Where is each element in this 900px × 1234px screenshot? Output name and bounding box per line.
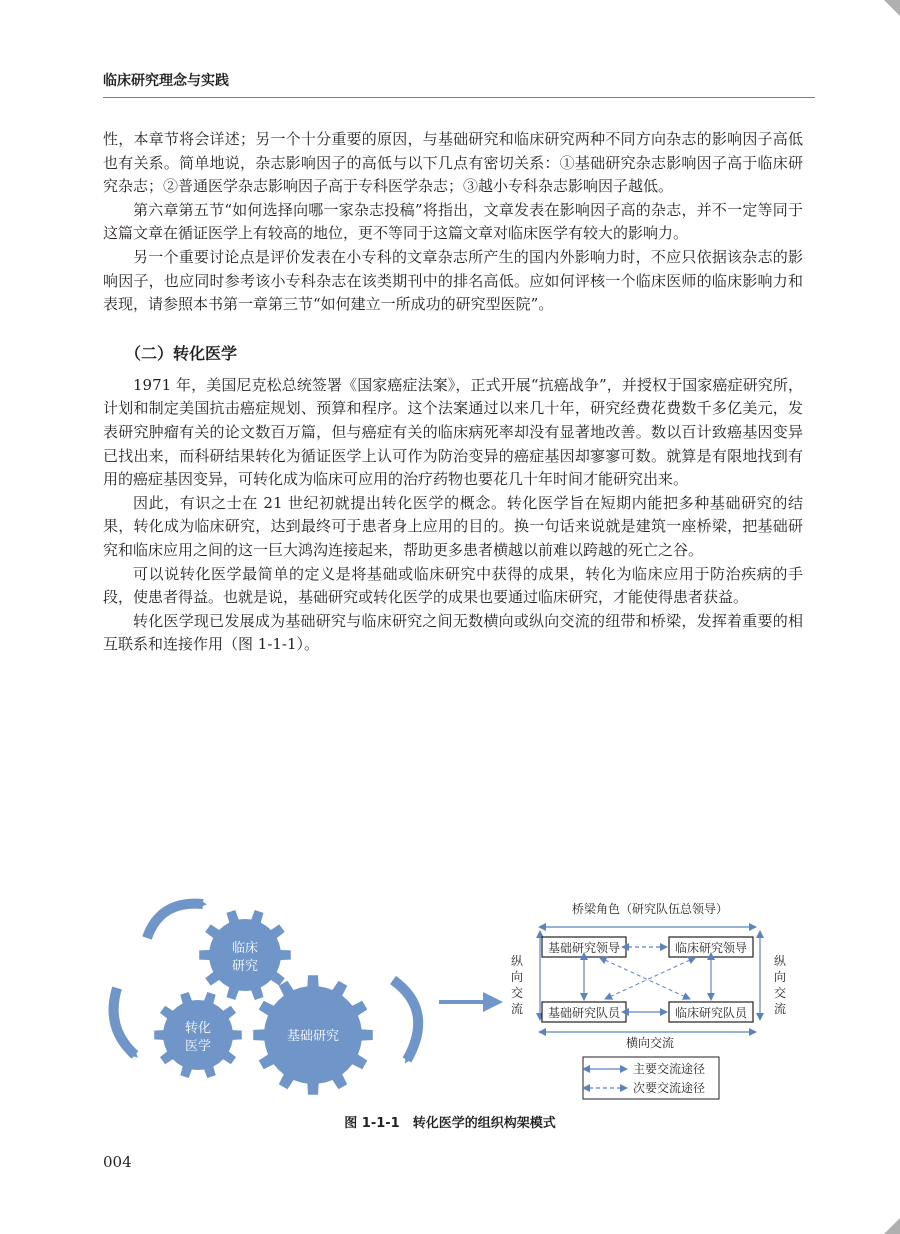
page-corner-mark-bottom [884, 1218, 900, 1234]
legend [583, 1057, 719, 1099]
figure-caption: 图 1-1-1 转化医学的组织构架模式 [344, 1116, 556, 1131]
paragraph: 因此，有识之士在 21 世纪初就提出转化医学的概念。转化医学旨在短期内能把多种基础研究的结果，转化成为临床研究，达到最终可于患者身上应用的目的。换一句话来说就是建筑一座桥梁，把基础研究和临床应用之间的这一巨大鸿沟连接起来，帮助更多患者横越以前难以跨越的死亡之谷。 [103, 493, 803, 559]
box-clinical-team [669, 1002, 753, 1022]
page-number: 004 [103, 1153, 132, 1171]
running-head-title: 临床研究理念与实践 [103, 73, 229, 89]
box-clinical-lead [669, 937, 753, 957]
gear-basic-label: 基础研究 [286, 1029, 340, 1044]
org-left-label-2: 向 [510, 970, 524, 984]
gear-clinical-label-2: 研究 [231, 959, 259, 974]
gear-clinical-research [199, 910, 291, 1000]
paragraph: 另一个重要讨论点是评价发表在小专科的文章杂志所产生的国内外影响力时，不应只依据该杂志的影响因子，也应同时参考该小专科杂志在该类期刊中的排名高低。应如何评核一个临床医师的临床影响力和表现，请参照本书第一章第三节“如何建立一所成功的研究型医院”。 [103, 247, 803, 314]
paragraph: 第六章第五节“如何选择向哪一家杂志投稿”将指出，文章发表在影响因子高的杂志，并不一定等同于这篇文章在循证医学上有较高的地位，更不等同于这篇文章对临床医学有较大的影响力。 [103, 200, 803, 243]
org-bottom-label: 横向交流 [625, 1036, 675, 1050]
legend-secondary-label: 次要交流途径 [633, 1081, 706, 1095]
org-left-label-1: 纵 [510, 954, 524, 968]
gear-basic-research [253, 975, 373, 1095]
curved-arrow-left [114, 988, 135, 1055]
gear-translational-label-2: 医学 [184, 1039, 212, 1054]
gear-translational-label-1: 转化 [184, 1021, 212, 1036]
figure-svg [95, 880, 795, 1110]
paragraph: 1971 年，美国尼克松总统签署《国家癌症法案》，正式开展“抗癌战争”，并授权于国家癌症研究所，计划和制定美国抗击癌症规划、预算和程序。这个法案通过以来几十年，研究经费花费数千多亿美元，发表研究肿瘤有关的论文数百万篇，但与癌症有关的临床病死率却没有显著地改善。数以百计致癌基因变异已找出来，而科研结果转化为循证医学上认可作为防治变异的癌症基因却寥寥可数。就算是有限地找到有用的癌症基因变异，可转化成为临床可应用的治疗药物也要花几十年时间才能研究出来。 [103, 375, 803, 489]
org-right-label-3: 交 [773, 986, 787, 1000]
box-basic-team [542, 1002, 626, 1022]
paragraph: 可以说转化医学最简单的定义是将基础或临床研究中获得的成果，转化为临床应用于防治疾病的手段，使患者得益。也就是说，基础研究或转化医学的成果也要通过临床研究，才能使得患者获益。 [103, 564, 803, 607]
box-basic-lead [542, 937, 626, 957]
figure-translational-medicine [95, 880, 795, 1110]
org-right-label-1: 纵 [773, 954, 787, 968]
curved-arrow-right [393, 980, 418, 1060]
org-left-label-3: 交 [510, 986, 524, 1000]
org-right-label-4: 流 [773, 1002, 787, 1016]
org-left-label-4: 流 [510, 1002, 524, 1016]
body-text [103, 128, 803, 657]
big-right-arrow-icon [439, 992, 503, 1012]
svg-text:临床研究领导: 临床研究领导 [674, 941, 748, 955]
paragraph: 转化医学现已发展成为基础研究与临床研究之间无数横向或纵向交流的纽带和桥梁，发挥着重要的相互联系和连接作用（图 1-1-1）。 [103, 611, 803, 654]
gear-clinical-label-1: 临床 [231, 941, 259, 956]
org-chart [511, 901, 786, 1099]
page-corner-mark-top [884, 0, 900, 16]
org-right-label-2: 向 [773, 970, 787, 984]
curved-arrow-top [147, 904, 203, 938]
legend-primary-label: 主要交流途径 [633, 1062, 706, 1076]
paragraph: 性，本章节将会详述；另一个十分重要的原因，与基础研究和临床研究两种不同方向杂志的影响因子高低也有关系。简单地说，杂志影响因子的高低与以下几点有密切关系：①基础研究杂志影响因子高于临床研究杂志；②普通医学杂志影响因子高于专科医学杂志；③越小专科杂志影响因子越低。 [103, 130, 803, 196]
svg-text:基础研究队员: 基础研究队员 [547, 1006, 621, 1020]
org-top-label: 桥梁角色（研究队伍总领导） [571, 902, 729, 916]
gear-translational-medicine [154, 992, 242, 1078]
svg-text:基础研究领导: 基础研究领导 [547, 941, 621, 955]
section-heading: （二）转化医学 [125, 343, 238, 363]
svg-text:临床研究队员: 临床研究队员 [674, 1006, 748, 1020]
header-rule [103, 97, 815, 98]
